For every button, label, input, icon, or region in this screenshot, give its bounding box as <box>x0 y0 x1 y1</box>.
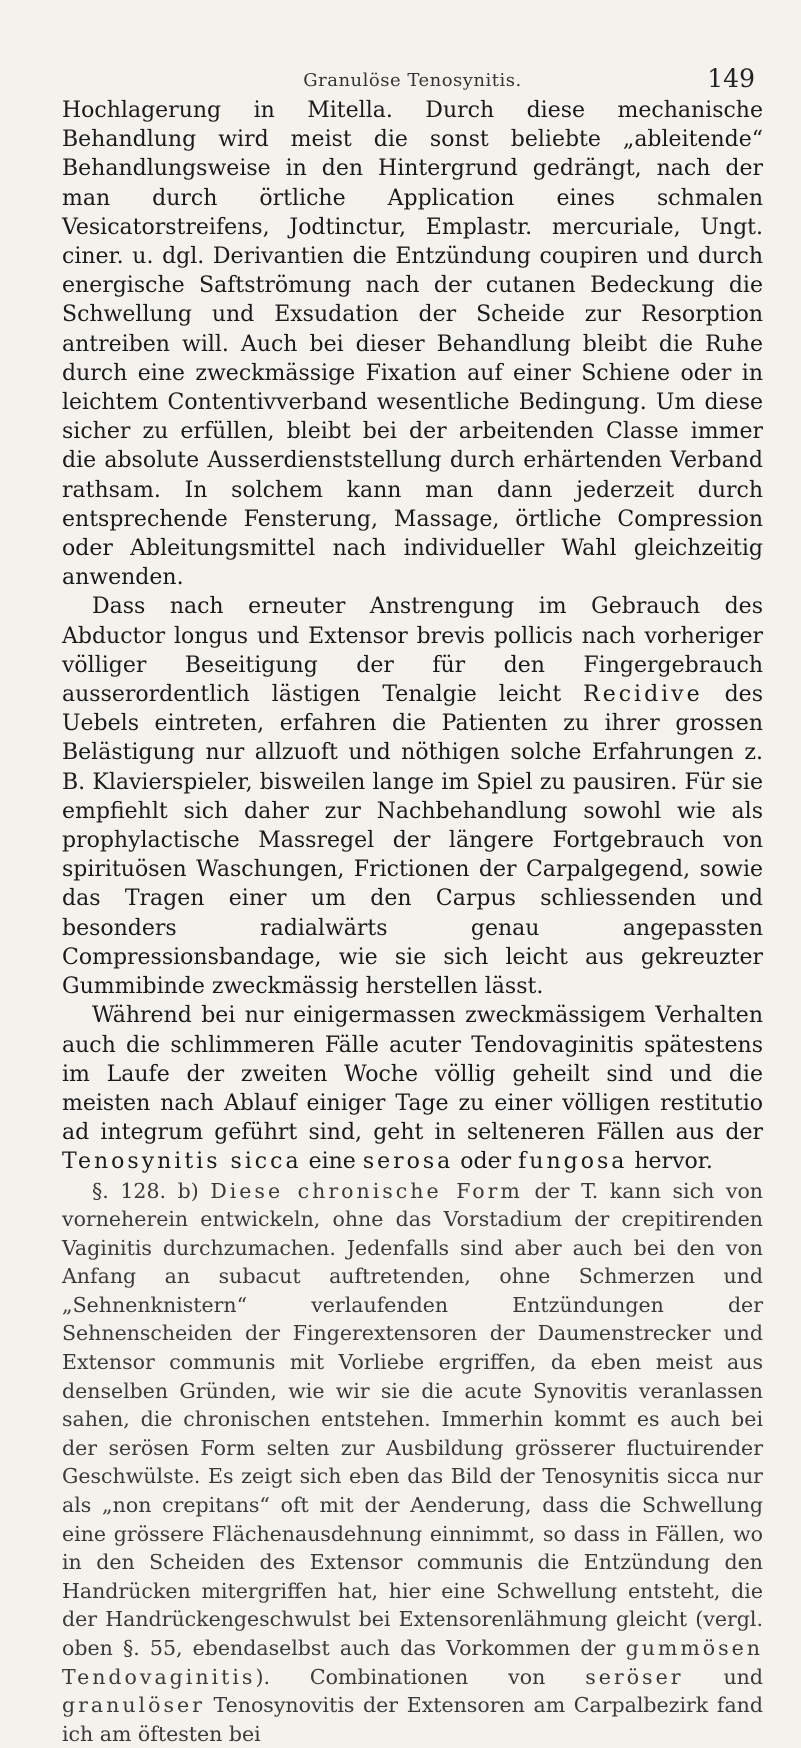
emphasis-chronische-form: Diese chronische Form <box>210 1178 523 1203</box>
emphasis-fungosa: fungosa <box>518 1149 628 1175</box>
text-run: der T. kann sich von vorneherein entwickeln, ohne das Vorstadium der crepitirenden Vaginitis durchzumachen. Jedenfalls sind aber auch bei den von Anfang an subacut auftretenden, ohne Schmerzen und „Sehnenknistern“ verlaufenden Entzündungen der Sehnenscheiden der Fingerextensoren der Daumenstrecker und Extensor communis mit Vorliebe ergriffen, da eben meist aus denselben Gründen, wie wir sie die acute Synovitis veranlassen sahen, die chronischen entstehen. Immerhin kommt es auch bei der serösen Form selten zur Ausbildung grösserer fluctuirender Geschwülste. Es zeigt sich eben das Bild der Tenosynitis sicca nur als „non crepitans“ oft mit der Aenderung, dass die Schwellung eine grössere Flächenausdehnung einnimmt, so dass in Fällen, wo in den Scheiden des Extensor communis die Entzündung den Handrücken mitergriffen hat, hier eine Schwellung entsteht, die der Handrückengeschwulst bei Extensorenlähmung gleicht (vergl. oben §. 55, ebendaselbst auch das Vorkommen der <box>62 1178 763 1661</box>
emphasis-tenosynitis-sicca: Tenosynitis sicca <box>62 1149 302 1175</box>
paragraph-3 <box>62 1001 763 1176</box>
text-run: eine <box>301 1149 363 1175</box>
paragraph-2 <box>62 592 763 1001</box>
running-title: Granulöse Tenosynitis. <box>303 70 522 91</box>
emphasis-gummoese-tendovaginitis: gummösen Tendovaginitis <box>62 1636 763 1689</box>
page-header <box>62 0 763 96</box>
page-number: 149 <box>707 64 755 93</box>
paragraph-4 <box>62 1177 763 1748</box>
text-run: hervor. <box>627 1149 713 1175</box>
emphasis-granuloeser: granulöser <box>62 1693 205 1718</box>
body-text <box>62 96 763 1748</box>
text-run: Während bei nur einigermassen zweckmässigem Verhalten auch die schlimmeren Fälle acuter Tendovaginitis spätestens im Laufe der zweiten Woche völlig geheilt sind und die meisten nach Ablauf einiger Tage zu einer völligen restitutio ad integrum geführt sind, geht in selteneren Fällen aus der <box>62 1003 763 1146</box>
text-run: §. 128. b) <box>92 1178 211 1203</box>
emphasis-serosa: serosa <box>362 1149 454 1175</box>
text-run: des Uebels eintreten, erfahren die Patienten zu ihrer grossen Belästigung nur allzuoft und nöthigen solche Erfahrungen z. B. Klavierspieler, bisweilen lange im Spiel zu pausiren. Für sie empfiehlt sich daher zur Nachbehandlung sowohl wie als prophylactische Massregel der längere Fortgebrauch von spirituösen Waschungen, Frictionen der Carpalgegend, sowie das Tragen einer um den Carpus schliessenden und besonders radialwärts genau angepassten Compressionsbandage, wie sie sich leicht aus gekreuzter Gummibinde zweckmässig herstellen lässt. <box>62 682 763 1000</box>
emphasis-recidive: Recidive <box>583 682 703 708</box>
text-run: ). Combinationen von <box>255 1664 586 1689</box>
paragraph-1: Hochlagerung in Mitella. Durch diese mechanische Behandlung wird meist die sonst beliebte „ableitende“ Behandlungsweise in den Hintergrund gedrängt, nach der man durch örtliche Application eines schmalen Vesicatorstreifens, Jodtinctur, Emplastr. mercuriale, Ungt. ciner. u. dgl. Derivantien die Entzündung coupiren und durch energische Saftströmung nach der cutanen Bedeckung die Schwellung und Exsudation der Scheide zur Resorption antreiben will. Auch bei dieser Behandlung bleibt die Ruhe durch eine zweckmässige Fixation auf einer Schiene oder in leichtem Contentivverband wesentliche Bedingung. Um diese sicher zu erfüllen, bleibt bei der arbeitenden Classe immer die absolute Ausserdienststellung durch erhärtenden Verband rathsam. In solchem kann man dann jederzeit durch entsprechende Fensterung, Massage, örtliche Compression oder Ableitungsmittel nach individueller Wahl gleichzeitig anwenden. <box>62 98 763 591</box>
emphasis-seroeser: seröser <box>585 1664 684 1689</box>
text-run: und <box>683 1664 763 1689</box>
text-run: Dass nach erneuter Anstrengung im Gebrauch des Abductor longus und Extensor brevis pollicis nach vorheriger völliger Beseitigung der für den Fingergebrauch ausserordentlich lästigen Tenalgie leicht <box>62 594 763 708</box>
text-run: Tenosynovitis der Extensoren am Carpalbezirk fand ich am öftesten bei <box>62 1693 763 1746</box>
text-run: oder <box>453 1149 519 1175</box>
